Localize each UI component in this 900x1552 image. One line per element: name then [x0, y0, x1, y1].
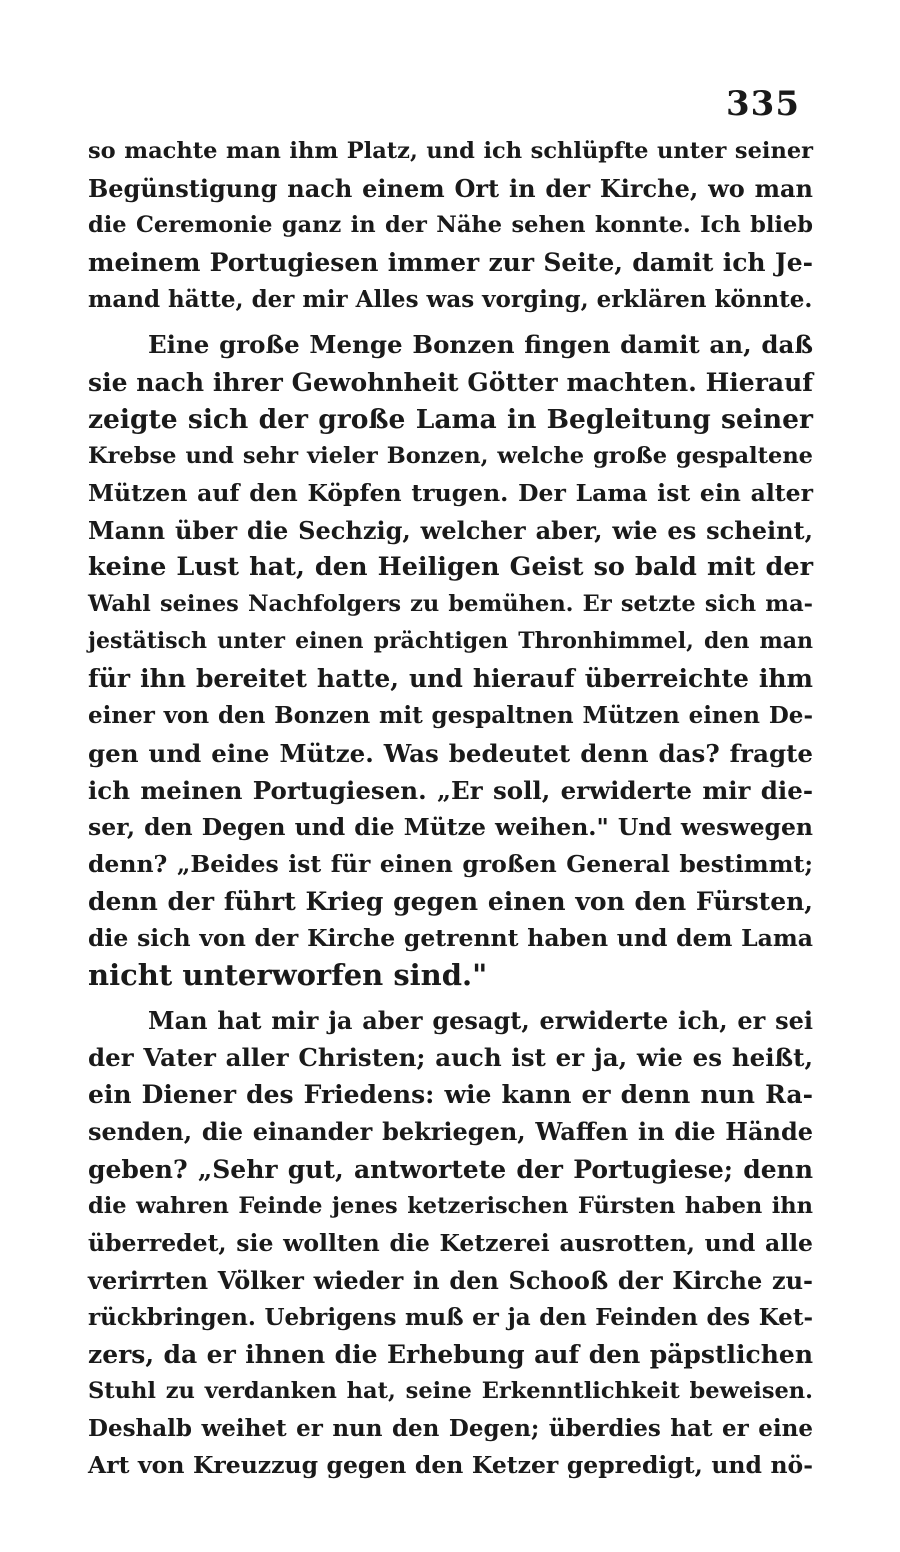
text-line: Wahl seines Nachfolgers zu bemühen. Er setzte sich ma- [88, 591, 813, 618]
text-line: der Vater aller Christen; auch ist er ja, wie es heißt, [88, 1043, 813, 1073]
page-number: 335 [726, 84, 800, 124]
text-line: zeigte sich der große Lama in Begleitung seiner [88, 403, 813, 435]
text-line: Mann über die Sechzig, welcher aber, wie es scheint, [88, 515, 813, 545]
text-line: mand hätte, der mir Alles was vorging, erklären könnte. [88, 286, 813, 314]
text-line: geben? „Sehr gut, antwortete der Portugiese; denn [88, 1154, 813, 1184]
text-line: so machte man ihm Platz, und ich schlüpfte unter seiner [88, 138, 813, 164]
text-line: Eine große Menge Bonzen fingen damit an, daß [148, 330, 813, 360]
text-line: die wahren Feinde jenes ketzerischen Fürsten haben ihn [88, 1192, 813, 1219]
text-line: Begünstigung nach einem Ort in der Kirche, wo man [88, 174, 813, 204]
text-line: überredet, sie wollten die Ketzerei ausrotten, und alle [88, 1228, 813, 1257]
text-line: verirrten Völker wieder in den Schooß der Kirche zu- [88, 1265, 813, 1295]
text-line: Deshalb weihet er nun den Degen; überdies hat er eine [88, 1415, 813, 1443]
text-line: meinem Portugiesen immer zur Seite, damit ich Je- [88, 248, 813, 278]
text-line: rückbringen. Uebrigens muß er ja den Feinden des Ket- [88, 1303, 813, 1331]
text-line: ser, den Degen und die Mütze weihen." Und weswegen [88, 812, 813, 841]
text-line: Art von Kreuzzug gegen den Ketzer gepredigt, und nö- [88, 1451, 813, 1480]
text-line: denn? „Beides ist für einen großen General bestimmt; [88, 849, 813, 878]
text-line: für ihn bereitet hatte, und hierauf überreichte ihm [88, 664, 813, 694]
text-line: Man hat mir ja aber gesagt, erwiderte ich, er sei [148, 1006, 813, 1036]
text-line: die Ceremonie ganz in der Nähe sehen konnte. Ich blieb [88, 212, 813, 239]
text-line: ich meinen Portugiesen. „Er soll, erwiderte mir die- [88, 775, 813, 805]
text-line: sie nach ihrer Gewohnheit Götter machten. Hierauf [88, 367, 813, 397]
text-line: jestätisch unter einen prächtigen Thronhimmel, den man [88, 628, 813, 655]
text-line: gen und eine Mütze. Was bedeutet denn das? fragte [88, 738, 813, 768]
text-line: Stuhl zu verdanken hat, seine Erkenntlichkeit beweisen. [88, 1378, 813, 1405]
text-line: die sich von der Kirche getrennt haben und dem Lama [88, 923, 813, 952]
text-line: zers, da er ihnen die Erhebung auf den päpstlichen [88, 1340, 813, 1369]
text-body [88, 133, 813, 1484]
text-line: ein Diener des Friedens: wie kann er denn nun Ra- [88, 1080, 813, 1110]
text-line: einer von den Bonzen mit gespaltnen Mützen einen De- [88, 702, 813, 730]
text-line: keine Lust hat, den Heiligen Geist so bald mit der [88, 552, 813, 583]
text-line: Mützen auf den Köpfen trugen. Der Lama ist ein alter [88, 478, 813, 507]
text-line: Krebse und sehr vieler Bonzen, welche große gespaltene [88, 442, 813, 469]
text-line: senden, die einander bekriegen, Waffen in die Hände [88, 1117, 813, 1147]
text-line: nicht unterworfen sind." [88, 958, 488, 993]
text-line: denn der führt Krieg gegen einen von den Fürsten, [88, 886, 813, 916]
